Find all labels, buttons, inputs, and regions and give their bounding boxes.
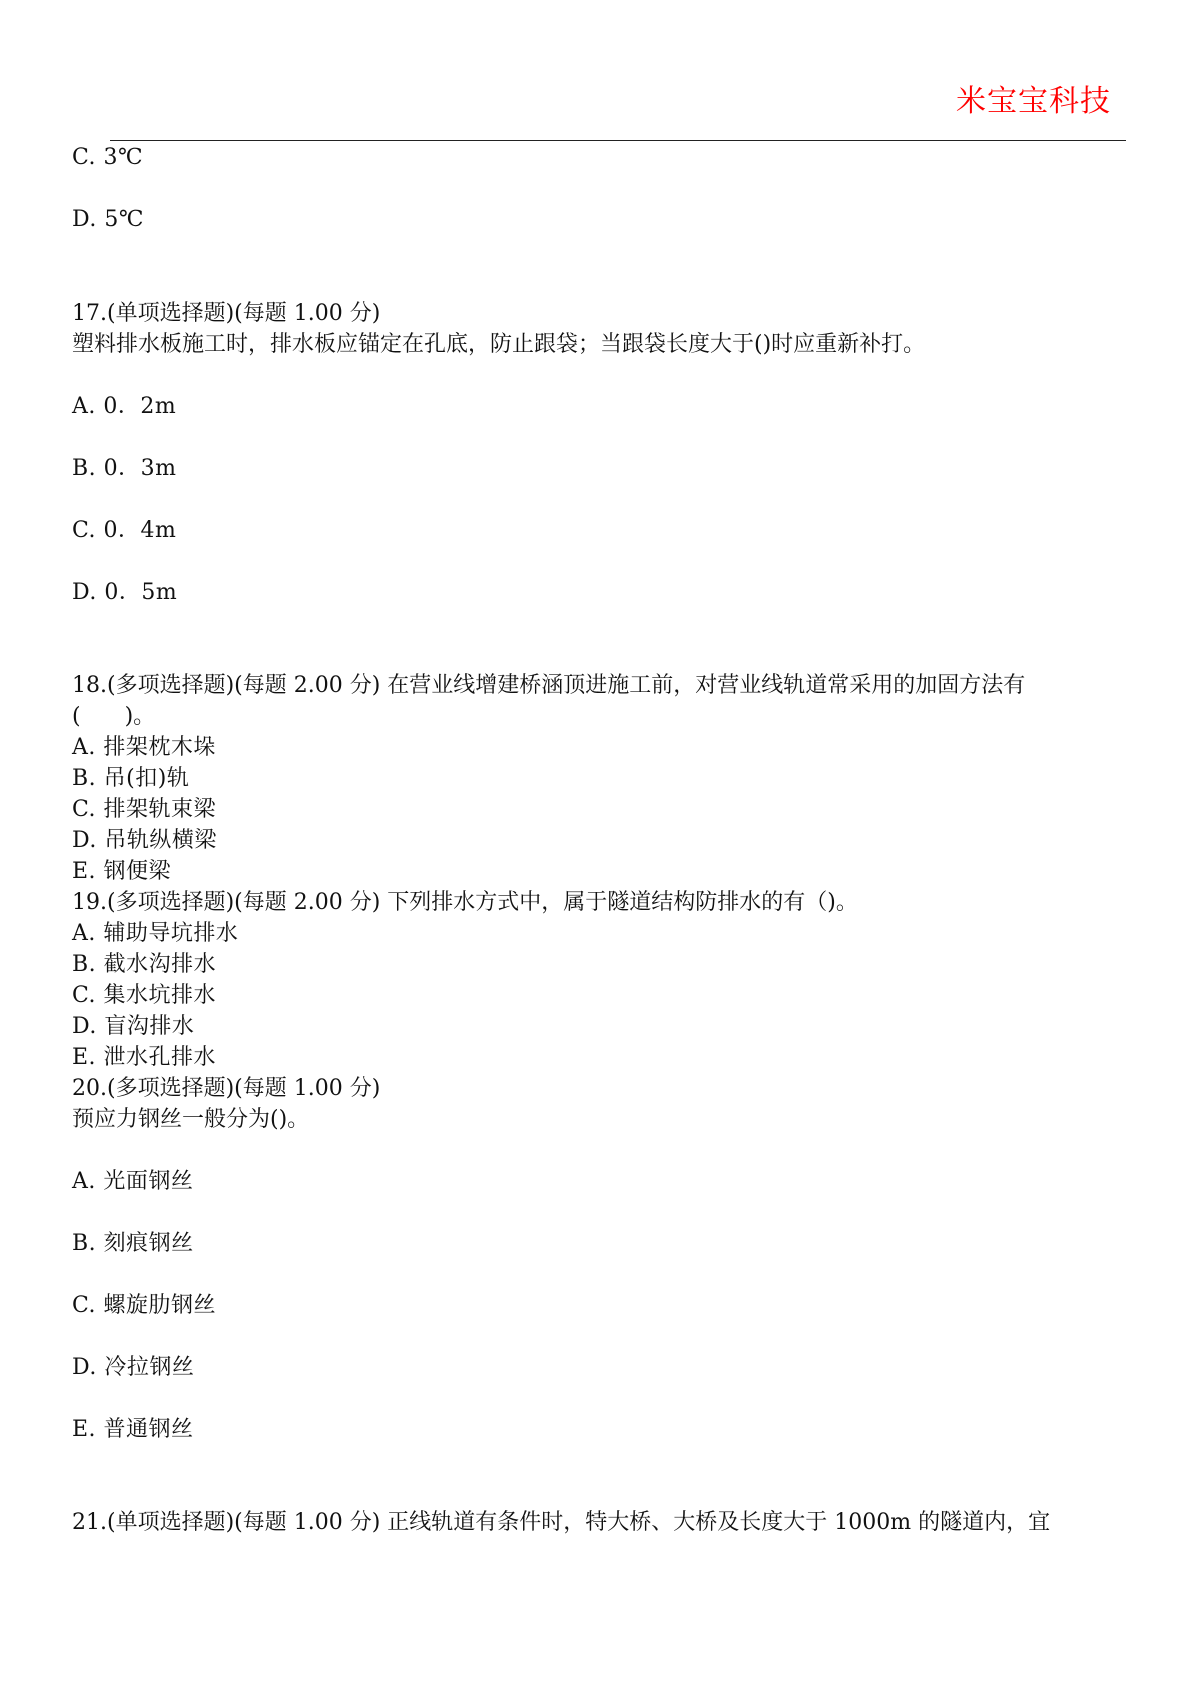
option-c: C. 集水坑排水 [72, 983, 217, 1008]
option-c: C. 螺旋肋钢丝 [72, 1293, 217, 1318]
question-17-header: 17.(单项选择题)(每题 1.00 分) [72, 301, 381, 326]
option-a: A. 0．2m [72, 394, 177, 419]
brand-logo-text: 米宝宝科技 [956, 84, 1111, 119]
option-d: D. 0．5m [72, 580, 178, 605]
option-a: A. 辅助导坑排水 [72, 921, 239, 946]
option-c: C. 排架轨束梁 [72, 797, 217, 822]
question-20-header: 20.(多项选择题)(每题 1.00 分) [72, 1076, 381, 1101]
option-c: C. 3℃ [72, 145, 144, 170]
option-d: D. 盲沟排水 [72, 1014, 195, 1039]
option-d: D. 5℃ [72, 207, 144, 232]
question-21-header: 21.(单项选择题)(每题 1.00 分) 正线轨道有条件时，特大桥、大桥及长度大于 1000m 的隧道内，宜 [72, 1510, 1051, 1535]
option-b: B. 吊(扣)轨 [72, 766, 190, 791]
option-d: D. 吊轨纵横梁 [72, 828, 217, 853]
question-20-text: 预应力钢丝一般分为()。 [72, 1107, 310, 1132]
question-18-header: 18.(多项选择题)(每题 2.00 分) 在营业线增建桥涵顶进施工前，对营业线轨道常采用的加固方法有 [72, 673, 1026, 698]
option-a: A. 光面钢丝 [72, 1169, 194, 1194]
option-e: E. 普通钢丝 [72, 1417, 194, 1442]
option-e: E. 泄水孔排水 [72, 1045, 217, 1070]
option-b: B. 0．3m [72, 456, 177, 481]
question-18-text: ( )。 [72, 704, 156, 729]
option-b: B. 截水沟排水 [72, 952, 217, 977]
option-e: E. 钢便梁 [72, 859, 172, 884]
option-a: A. 排架枕木垛 [72, 735, 216, 760]
option-c: C. 0．4m [72, 518, 177, 543]
question-19-header: 19.(多项选择题)(每题 2.00 分) 下列排水方式中，属于隧道结构防排水的有（)。 [72, 890, 858, 915]
option-b: B. 刻痕钢丝 [72, 1231, 194, 1256]
option-d: D. 冷拉钢丝 [72, 1355, 195, 1380]
header-rule [110, 140, 1126, 141]
question-17-text: 塑料排水板施工时，排水板应锚定在孔底，防止跟袋；当跟袋长度大于()时应重新补打。 [72, 332, 926, 357]
